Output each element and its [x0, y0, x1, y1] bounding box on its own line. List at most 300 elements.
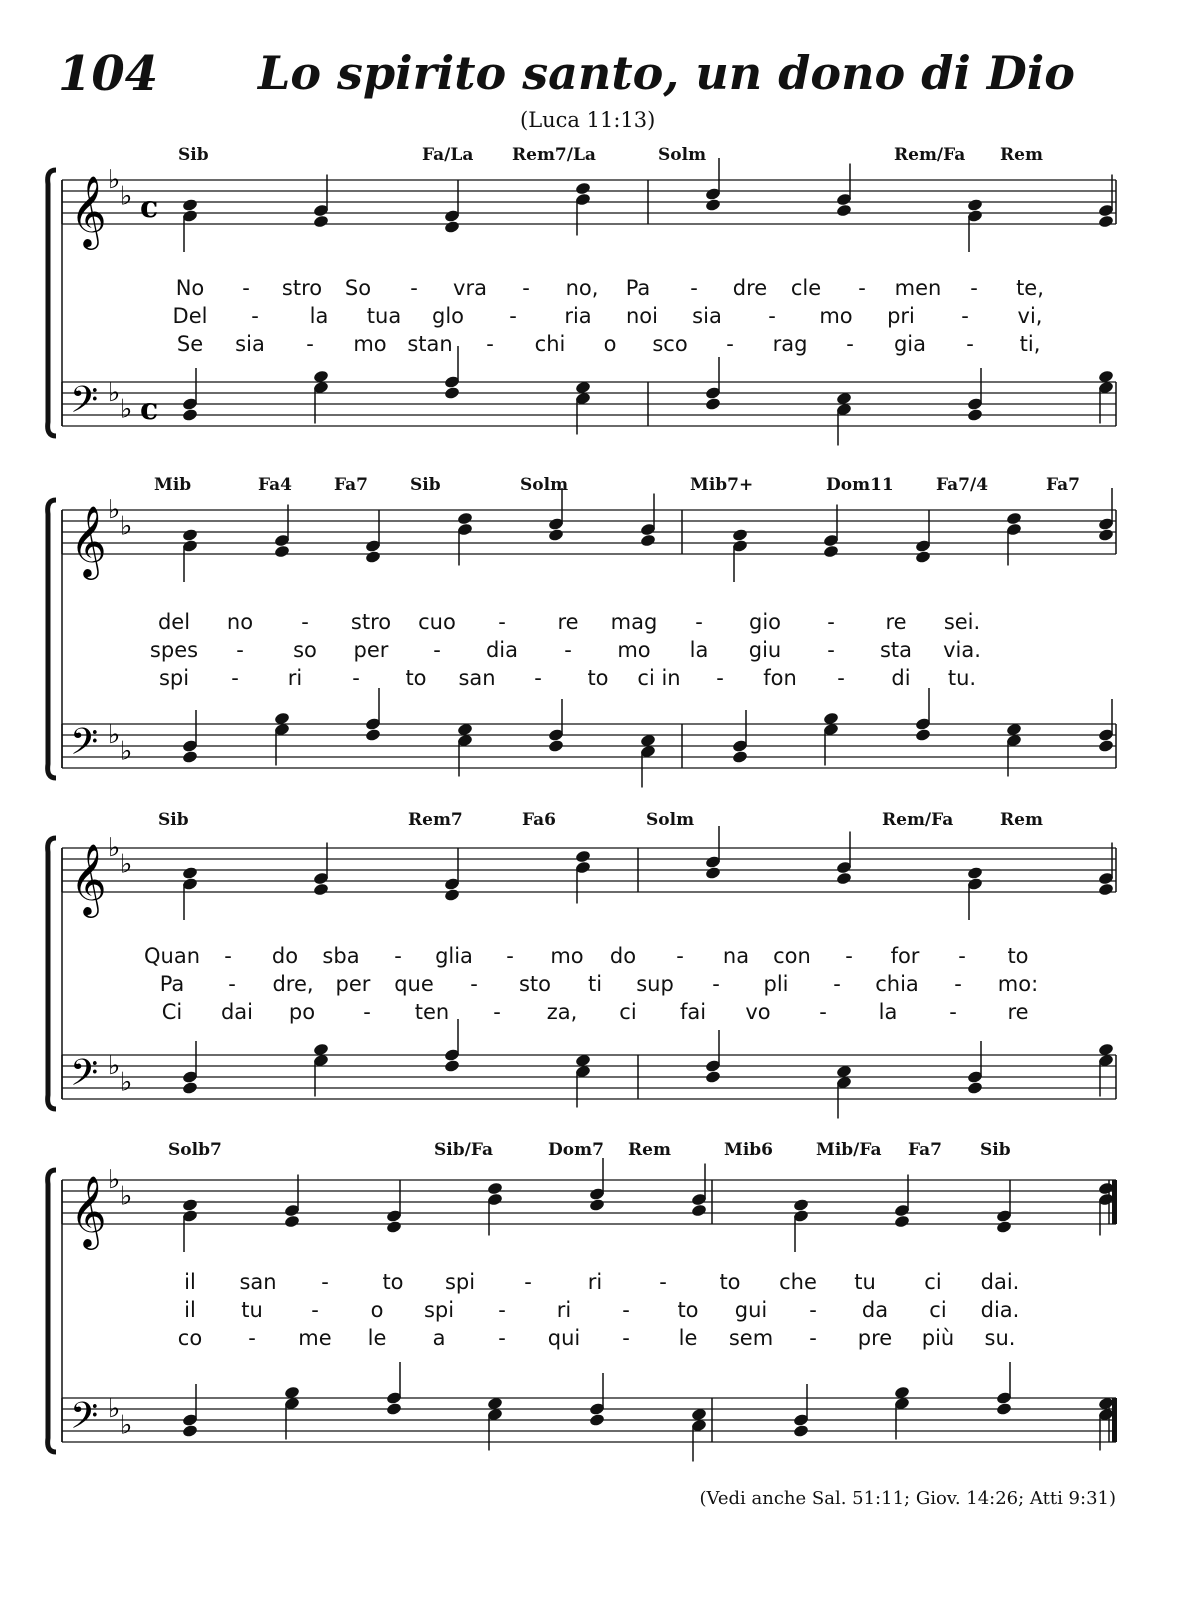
- note-head: [705, 397, 722, 411]
- flat-icon: ♭: [120, 1410, 133, 1441]
- lyric-syllable: gui: [734, 1298, 768, 1322]
- lyric-syllable: Del: [172, 304, 208, 328]
- note-head: [996, 1220, 1013, 1234]
- lyric-hyphen: -: [961, 304, 969, 328]
- note-head: [548, 739, 565, 753]
- lyric-syllable: to: [1007, 944, 1029, 968]
- lyric-syllable: sia: [235, 332, 265, 356]
- lyric-hyphen: -: [958, 944, 966, 968]
- lyric-syllable: pre: [857, 1326, 893, 1350]
- lyric-syllable: vi,: [1017, 304, 1043, 328]
- lyric-syllable: spi: [444, 1270, 476, 1294]
- lyric-syllable: do: [271, 944, 299, 968]
- note-head: [589, 1198, 606, 1212]
- chord-symbol: Mib7+: [690, 475, 754, 495]
- lyric-hyphen: -: [433, 638, 441, 662]
- flat-icon: ♭: [120, 1067, 133, 1098]
- lyric-hyphen: -: [726, 332, 734, 356]
- lyric-syllable: tu: [241, 1298, 263, 1322]
- flat-icon: ♭: [120, 1181, 133, 1212]
- chord-symbol: Fa7: [908, 1140, 942, 1160]
- chord-symbol: Dom7: [548, 1140, 604, 1160]
- bass-clef-icon: 𝄢: [70, 721, 99, 772]
- lyric-hyphen: -: [493, 1000, 501, 1024]
- lyric-syllable: sta: [879, 638, 913, 662]
- lyric-syllable: tua: [366, 304, 402, 328]
- note-head: [705, 1070, 722, 1084]
- system-bracket: [48, 500, 56, 778]
- lyric-syllable: So: [344, 276, 372, 300]
- lyric-syllable: ri: [287, 666, 303, 690]
- lyric-syllable: mag: [610, 610, 658, 634]
- note-head: [182, 866, 199, 880]
- flat-icon: ♭: [108, 1165, 121, 1195]
- lyric-syllable: o: [370, 1298, 384, 1322]
- chord-symbol: Rem: [1000, 810, 1043, 830]
- lyric-syllable: Se: [176, 332, 204, 356]
- lyric-hyphen: -: [716, 666, 724, 690]
- note-head: [967, 1081, 984, 1095]
- lyric-syllable: mo: [819, 304, 853, 328]
- bass-staff: [62, 346, 1116, 446]
- lyric-syllable: men: [894, 276, 942, 300]
- lyric-syllable: ri: [587, 1270, 603, 1294]
- lyric-hyphen: -: [311, 1298, 319, 1322]
- note-head: [836, 871, 853, 885]
- note-head: [182, 750, 199, 764]
- lyric-syllable: spi: [158, 666, 190, 690]
- bass-clef-icon: 𝄢: [70, 379, 99, 430]
- lyric-syllable: te,: [1016, 276, 1044, 300]
- lyric-hyphen: -: [486, 332, 494, 356]
- lyric-syllable: Quan: [143, 944, 201, 968]
- lyric-hyphen: -: [833, 972, 841, 996]
- lyric-syllable: ci in: [637, 666, 681, 690]
- chord-symbol: Mib6: [724, 1140, 773, 1160]
- bass-staff: [62, 688, 1116, 788]
- lyric-hyphen: -: [690, 276, 698, 300]
- flat-icon: ♭: [108, 378, 121, 408]
- lyric-syllable: gia: [893, 332, 927, 356]
- lyric-syllable: o: [603, 332, 617, 356]
- lyric-hyphen: -: [498, 1326, 506, 1350]
- note-head: [182, 1424, 199, 1438]
- chord-symbol: Solm: [646, 810, 695, 830]
- treble-staff: [62, 488, 1116, 582]
- chord-symbol: Rem: [628, 1140, 671, 1160]
- lyric-syllable: gio: [748, 610, 782, 634]
- system-bracket: [48, 1170, 56, 1452]
- lyric-hyphen: -: [506, 944, 514, 968]
- lyric-hyphen: -: [242, 276, 250, 300]
- chord-symbol: Fa6: [522, 810, 556, 830]
- common-time-icon: c: [140, 190, 159, 225]
- lyric-syllable: sto: [518, 972, 552, 996]
- note-head: [1098, 214, 1115, 228]
- flat-icon: ♭: [108, 720, 121, 750]
- lyric-hyphen: -: [837, 666, 845, 690]
- lyric-hyphen: -: [306, 332, 314, 356]
- lyric-syllable: dai: [220, 1000, 254, 1024]
- lyric-syllable: dai.: [980, 1270, 1020, 1294]
- lyric-hyphen: -: [236, 638, 244, 662]
- lyric-syllable: sco: [652, 332, 688, 356]
- note-head: [386, 1402, 403, 1416]
- note-head: [182, 408, 199, 422]
- lyric-syllable: dia: [485, 638, 519, 662]
- lyric-hyphen: -: [224, 944, 232, 968]
- note-head: [182, 528, 199, 542]
- note-head: [444, 888, 461, 902]
- note-head: [487, 1181, 504, 1195]
- lyric-syllable: no: [226, 610, 254, 634]
- treble-staff: [62, 1158, 1117, 1252]
- lyric-syllable: a: [432, 1326, 446, 1350]
- lyric-hyphen: -: [858, 276, 866, 300]
- lyric-syllable: ci: [619, 1000, 637, 1024]
- treble-clef-icon: 𝄞: [70, 842, 107, 915]
- lyric-hyphen: -: [509, 304, 517, 328]
- bass-staff: [62, 1019, 1116, 1119]
- lyric-hyphen: -: [301, 610, 309, 634]
- lyric-hyphen: -: [676, 944, 684, 968]
- lyric-syllable: la: [689, 638, 709, 662]
- lyric-syllable: dre: [732, 276, 768, 300]
- lyric-syllable: tu.: [947, 666, 977, 690]
- note-head: [732, 528, 749, 542]
- chord-symbol: Fa7: [334, 475, 368, 495]
- final-barline-thick: [1112, 1180, 1117, 1224]
- lyric-hyphen: -: [394, 944, 402, 968]
- flat-icon: ♭: [108, 833, 121, 863]
- final-barline-thick: [1112, 1398, 1117, 1442]
- lyric-hyphen: -: [846, 332, 854, 356]
- note-head: [386, 1220, 403, 1234]
- system-bracket: [48, 838, 56, 1109]
- chord-symbol: Fa/La: [422, 145, 474, 165]
- lyric-hyphen: -: [228, 972, 236, 996]
- lyric-syllable: via.: [943, 638, 981, 662]
- lyric-syllable: do: [609, 944, 637, 968]
- lyric-syllable: di: [891, 666, 911, 690]
- lyric-syllable: Pa: [159, 972, 185, 996]
- flat-icon: ♭: [108, 495, 121, 525]
- lyric-syllable: ci: [929, 1298, 947, 1322]
- lyric-syllable: da: [861, 1298, 889, 1322]
- lyric-syllable: fon: [763, 666, 797, 690]
- lyric-syllable: sup: [636, 972, 674, 996]
- chord-symbol: Fa7/4: [936, 475, 989, 495]
- footer-references: (Vedi anche Sal. 51:11; Giov. 14:26; Atti 9:31): [699, 1488, 1116, 1509]
- lyric-syllable: giu: [748, 638, 782, 662]
- flat-icon: ♭: [108, 165, 121, 195]
- lyric-syllable: sem: [728, 1326, 774, 1350]
- note-head: [836, 203, 853, 217]
- lyric-syllable: stro: [350, 610, 392, 634]
- lyric-syllable: glia: [435, 944, 473, 968]
- note-head: [365, 550, 382, 564]
- chord-symbol: Dom11: [826, 475, 894, 495]
- lyric-syllable: ria: [564, 304, 592, 328]
- note-head: [284, 1214, 301, 1228]
- lyric-syllable: per: [335, 972, 371, 996]
- lyric-syllable: sba: [322, 944, 360, 968]
- note-head: [575, 181, 592, 195]
- lyric-hyphen: -: [231, 666, 239, 690]
- lyric-syllable: la: [309, 304, 329, 328]
- lyric-syllable: me: [298, 1326, 332, 1350]
- flat-icon: ♭: [120, 736, 133, 767]
- lyric-syllable: le: [367, 1326, 387, 1350]
- flat-icon: ♭: [120, 181, 133, 212]
- lyric-hyphen: -: [363, 1000, 371, 1024]
- lyric-hyphen: -: [809, 1326, 817, 1350]
- lyric-hyphen: -: [970, 276, 978, 300]
- note-head: [274, 544, 291, 558]
- treble-clef-icon: 𝄞: [70, 1174, 107, 1247]
- note-head: [996, 1402, 1013, 1416]
- lyric-syllable: sei.: [943, 610, 981, 634]
- lyric-syllable: ri: [556, 1298, 572, 1322]
- note-head: [793, 1424, 810, 1438]
- lyric-syllable: vo: [745, 1000, 771, 1024]
- lyric-syllable: re: [1007, 1000, 1029, 1024]
- lyric-hyphen: -: [819, 1000, 827, 1024]
- note-head: [1098, 882, 1115, 896]
- lyric-syllable: to: [719, 1270, 741, 1294]
- lyric-syllable: to: [405, 666, 427, 690]
- note-head: [1006, 511, 1023, 525]
- bass-clef-icon: 𝄢: [70, 1395, 99, 1446]
- note-head: [705, 198, 722, 212]
- flat-icon: ♭: [120, 394, 133, 425]
- lyric-hyphen: -: [248, 1326, 256, 1350]
- bass-staff: [62, 1362, 1117, 1462]
- lyric-hyphen: -: [352, 666, 360, 690]
- lyric-syllable: rag: [772, 332, 808, 356]
- lyric-syllable: tu: [854, 1270, 876, 1294]
- lyric-syllable: stro: [281, 276, 323, 300]
- lyric-syllable: per: [353, 638, 389, 662]
- lyric-syllable: il: [184, 1298, 196, 1322]
- note-head: [894, 1214, 911, 1228]
- lyric-syllable: pri: [887, 304, 915, 328]
- note-head: [793, 1198, 810, 1212]
- lyric-syllable: su.: [984, 1326, 1016, 1350]
- chord-symbol: Sib: [410, 475, 441, 495]
- treble-clef-icon: 𝄞: [70, 504, 107, 577]
- lyric-syllable: Ci: [161, 1000, 183, 1024]
- lyric-syllable: co: [177, 1326, 203, 1350]
- note-head: [313, 214, 330, 228]
- chord-symbol: Rem7/La: [512, 145, 596, 165]
- lyric-syllable: noi: [626, 304, 658, 328]
- note-head: [444, 220, 461, 234]
- lyric-hyphen: -: [534, 666, 542, 690]
- lyric-syllable: to: [677, 1298, 699, 1322]
- lyric-hyphen: -: [954, 972, 962, 996]
- note-head: [444, 1059, 461, 1073]
- hymn-number: 104: [58, 46, 159, 102]
- lyric-syllable: no,: [565, 276, 599, 300]
- lyric-syllable: più: [921, 1326, 955, 1350]
- lyric-syllable: Pa: [625, 276, 651, 300]
- lyric-hyphen: -: [622, 1298, 630, 1322]
- note-head: [444, 386, 461, 400]
- note-head: [548, 528, 565, 542]
- lyric-syllable: dre,: [272, 972, 314, 996]
- lyric-syllable: sia: [692, 304, 722, 328]
- chord-symbol: Sib: [178, 145, 209, 165]
- chord-symbol: Sib: [158, 810, 189, 830]
- lyric-hyphen: -: [498, 610, 506, 634]
- lyric-syllable: dia.: [980, 1298, 1020, 1322]
- treble-clef-icon: 𝄞: [70, 174, 107, 247]
- lyric-hyphen: -: [498, 1298, 506, 1322]
- lyric-hyphen: -: [768, 304, 776, 328]
- treble-staff: [62, 826, 1116, 920]
- lyric-hyphen: -: [949, 1000, 957, 1024]
- lyric-syllable: spes: [149, 638, 199, 662]
- note-head: [457, 511, 474, 525]
- lyric-syllable: cuo: [418, 610, 456, 634]
- lyric-syllable: glo: [431, 304, 465, 328]
- note-head: [967, 408, 984, 422]
- note-head: [313, 882, 330, 896]
- lyric-syllable: re: [885, 610, 907, 634]
- lyric-syllable: mo: [353, 332, 387, 356]
- lyric-syllable: ten: [414, 1000, 450, 1024]
- chord-symbol: Solm: [520, 475, 569, 495]
- lyric-syllable: chia: [875, 972, 919, 996]
- chord-symbol: Rem7: [408, 810, 463, 830]
- lyric-hyphen: -: [695, 610, 703, 634]
- note-head: [705, 866, 722, 880]
- lyric-hyphen: -: [712, 972, 720, 996]
- lyric-syllable: la: [878, 1000, 898, 1024]
- lyric-hyphen: -: [966, 332, 974, 356]
- lyric-syllable: san: [458, 666, 496, 690]
- system-bracket: [48, 170, 56, 436]
- lyric-syllable: pli: [763, 972, 789, 996]
- lyric-syllable: No: [175, 276, 205, 300]
- flat-icon: ♭: [120, 849, 133, 880]
- common-time-icon: c: [140, 392, 159, 427]
- note-head: [182, 1198, 199, 1212]
- note-head: [1098, 1181, 1115, 1195]
- lyric-syllable: so: [293, 638, 317, 662]
- lyric-syllable: con: [773, 944, 811, 968]
- note-head: [589, 1413, 606, 1427]
- lyric-syllable: to: [587, 666, 609, 690]
- lyric-syllable: ci: [924, 1270, 942, 1294]
- chord-symbol: Mib/Fa: [816, 1140, 882, 1160]
- lyric-syllable: que: [394, 972, 434, 996]
- chord-symbol: Fa7: [1046, 475, 1080, 495]
- note-head: [182, 198, 199, 212]
- lyric-syllable: stan: [407, 332, 453, 356]
- note-head: [1098, 739, 1115, 753]
- treble-staff: [62, 158, 1116, 252]
- note-head: [1098, 528, 1115, 542]
- note-head: [732, 750, 749, 764]
- note-head: [182, 1081, 199, 1095]
- chord-symbol: Mib: [154, 475, 192, 495]
- lyric-hyphen: -: [522, 276, 530, 300]
- lyric-hyphen: -: [827, 610, 835, 634]
- music-system: [0, 1135, 1200, 1475]
- chord-symbol: Solm: [658, 145, 707, 165]
- lyric-syllable: po: [288, 1000, 316, 1024]
- hymn-title: Lo spirito santo, un dono di Dio: [258, 46, 1075, 100]
- chord-symbol: Rem/Fa: [882, 810, 954, 830]
- note-head: [915, 728, 932, 742]
- note-head: [915, 550, 932, 564]
- chord-symbol: Rem/Fa: [894, 145, 966, 165]
- chord-symbol: Rem: [1000, 145, 1043, 165]
- lyric-syllable: mo: [550, 944, 584, 968]
- flat-icon: ♭: [120, 511, 133, 542]
- lyric-syllable: ti,: [1019, 332, 1041, 356]
- lyric-syllable: fai: [679, 1000, 707, 1024]
- lyric-syllable: na: [722, 944, 750, 968]
- lyric-hyphen: -: [410, 276, 418, 300]
- chord-symbol: Sib/Fa: [434, 1140, 493, 1160]
- note-head: [365, 728, 382, 742]
- lyric-syllable: mo:: [997, 972, 1039, 996]
- lyric-hyphen: -: [659, 1270, 667, 1294]
- chord-symbol: Sib: [980, 1140, 1011, 1160]
- chord-symbol: Fa4: [258, 475, 292, 495]
- lyric-syllable: che: [779, 1270, 817, 1294]
- lyric-syllable: re: [557, 610, 579, 634]
- note-head: [967, 866, 984, 880]
- note-head: [691, 1203, 708, 1217]
- lyric-syllable: il: [184, 1270, 196, 1294]
- lyric-syllable: cle: [790, 276, 822, 300]
- lyric-syllable: mo: [617, 638, 651, 662]
- lyric-hyphen: -: [564, 638, 572, 662]
- note-head: [640, 533, 657, 547]
- lyric-hyphen: -: [809, 1298, 817, 1322]
- chord-symbol: Solb7: [168, 1140, 222, 1160]
- lyric-hyphen: -: [845, 944, 853, 968]
- lyric-hyphen: -: [622, 1326, 630, 1350]
- lyric-syllable: san: [239, 1270, 277, 1294]
- lyric-hyphen: -: [524, 1270, 532, 1294]
- lyric-syllable: chi: [534, 332, 566, 356]
- note-head: [823, 544, 840, 558]
- note-head: [575, 849, 592, 863]
- lyric-syllable: to: [382, 1270, 404, 1294]
- lyric-hyphen: -: [470, 972, 478, 996]
- lyric-syllable: for: [890, 944, 920, 968]
- lyric-hyphen: -: [321, 1270, 329, 1294]
- lyric-syllable: vra: [453, 276, 487, 300]
- lyric-syllable: za,: [546, 1000, 578, 1024]
- lyric-syllable: spi: [423, 1298, 455, 1322]
- flat-icon: ♭: [108, 1394, 121, 1424]
- lyric-hyphen: -: [827, 638, 835, 662]
- bass-clef-icon: 𝄢: [70, 1052, 99, 1103]
- lyric-syllable: del: [157, 610, 191, 634]
- lyric-syllable: ti: [587, 972, 603, 996]
- note-head: [967, 198, 984, 212]
- lyric-hyphen: -: [251, 304, 259, 328]
- lyric-syllable: qui: [547, 1326, 581, 1350]
- scripture-reference: (Luca 11:13): [520, 108, 656, 132]
- flat-icon: ♭: [108, 1051, 121, 1081]
